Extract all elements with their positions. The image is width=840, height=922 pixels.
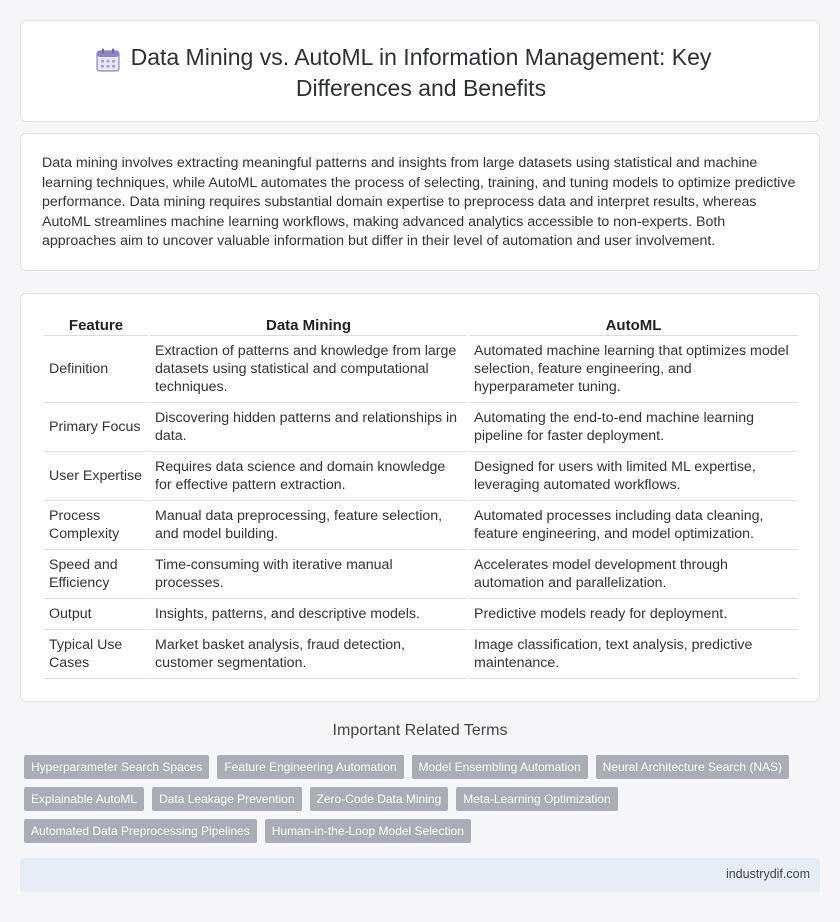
column-header-data-mining: Data Mining xyxy=(150,314,467,336)
automl-cell: Automated machine learning that optimizes model selection, feature engineering, and hyperparameter tuning. xyxy=(469,336,798,403)
related-term-tag[interactable]: Hyperparameter Search Spaces xyxy=(24,755,209,779)
related-term-tag[interactable]: Model Ensembling Automation xyxy=(412,755,588,779)
comparison-table-card xyxy=(20,293,820,702)
related-terms-heading: Important Related Terms xyxy=(332,722,508,739)
related-term-tag[interactable]: Neural Architecture Search (NAS) xyxy=(596,755,789,779)
column-header-feature: Feature xyxy=(44,314,148,336)
automl-cell: Automated processes including data cleaning, feature engineering, and model optimization. xyxy=(469,501,798,550)
data-mining-cell: Discovering hidden patterns and relationships in data. xyxy=(150,403,467,452)
intro-card xyxy=(20,133,820,271)
related-terms-list xyxy=(24,755,824,851)
related-term-tag[interactable]: Automated Data Preprocessing Pipelines xyxy=(24,819,257,843)
title-card xyxy=(20,20,820,122)
automl-cell: Image classification, text analysis, predictive maintenance. xyxy=(469,630,798,679)
table-row xyxy=(44,630,798,679)
footer xyxy=(20,858,820,892)
table-row xyxy=(44,599,798,630)
table-row xyxy=(44,403,798,452)
related-term-tag[interactable]: Human-in-the-Loop Model Selection xyxy=(265,819,471,843)
table-row xyxy=(44,550,798,599)
column-header-automl: AutoML xyxy=(469,314,798,336)
data-mining-cell: Extraction of patterns and knowledge from large datasets using statistical and computational techniques. xyxy=(150,336,467,403)
related-term-tag[interactable]: Feature Engineering Automation xyxy=(217,755,403,779)
page-title-line2: Differences and Benefits xyxy=(295,75,547,101)
feature-cell: Definition xyxy=(44,336,148,403)
feature-cell: Process Complexity xyxy=(44,501,148,550)
tag-row xyxy=(24,819,824,843)
automl-cell: Accelerates model development through automation and parallelization. xyxy=(469,550,798,599)
automl-cell: Predictive models ready for deployment. xyxy=(469,599,798,630)
related-term-tag[interactable]: Explainable AutoML xyxy=(24,787,144,811)
related-term-tag[interactable]: Data Leakage Prevention xyxy=(152,787,301,811)
table-row xyxy=(44,336,798,403)
automl-cell: Automating the end-to-end machine learning pipeline for faster deployment. xyxy=(469,403,798,452)
page-title xyxy=(21,42,821,104)
related-term-tag[interactable]: Meta-Learning Optimization xyxy=(456,787,617,811)
feature-cell: User Expertise xyxy=(44,452,148,501)
table-header-row xyxy=(44,314,798,336)
data-mining-cell: Insights, patterns, and descriptive models. xyxy=(150,599,467,630)
table-row xyxy=(44,452,798,501)
feature-cell: Typical Use Cases xyxy=(44,630,148,679)
data-mining-cell: Time-consuming with iterative manual processes. xyxy=(150,550,467,599)
automl-cell: Designed for users with limited ML expertise, leveraging automated workflows. xyxy=(469,452,798,501)
intro-text: Data mining involves extracting meaningful patterns and insights from large datasets using statistical and machine learning techniques, while AutoML automates the process of selecting, training, and tuning models to optimize predictive performance. Data mining requires substantial domain expertise to preprocess data and interpret results, whereas AutoML streamlines machine learning workflows, making advanced analytics accessible to non-experts. Both approaches aim to uncover valuable information but differ in their level of automation and user involvement. xyxy=(42,155,796,250)
feature-cell: Output xyxy=(44,599,148,630)
feature-cell: Speed and Efficiency xyxy=(44,550,148,599)
tag-row xyxy=(24,755,824,779)
comparison-table xyxy=(42,314,800,679)
data-mining-cell: Manual data preprocessing, feature selection, and model building. xyxy=(150,501,467,550)
data-mining-cell: Market basket analysis, fraud detection, customer segmentation. xyxy=(150,630,467,679)
footer-site-name: industrydif.com xyxy=(725,867,810,881)
related-term-tag[interactable]: Zero-Code Data Mining xyxy=(310,787,449,811)
page-title-line1: Data Mining vs. AutoML in Information Management: Key xyxy=(130,44,712,70)
data-mining-cell: Requires data science and domain knowledge for effective pattern extraction. xyxy=(150,452,467,501)
table-row xyxy=(44,501,798,550)
feature-cell: Primary Focus xyxy=(44,403,148,452)
tag-row xyxy=(24,787,824,811)
